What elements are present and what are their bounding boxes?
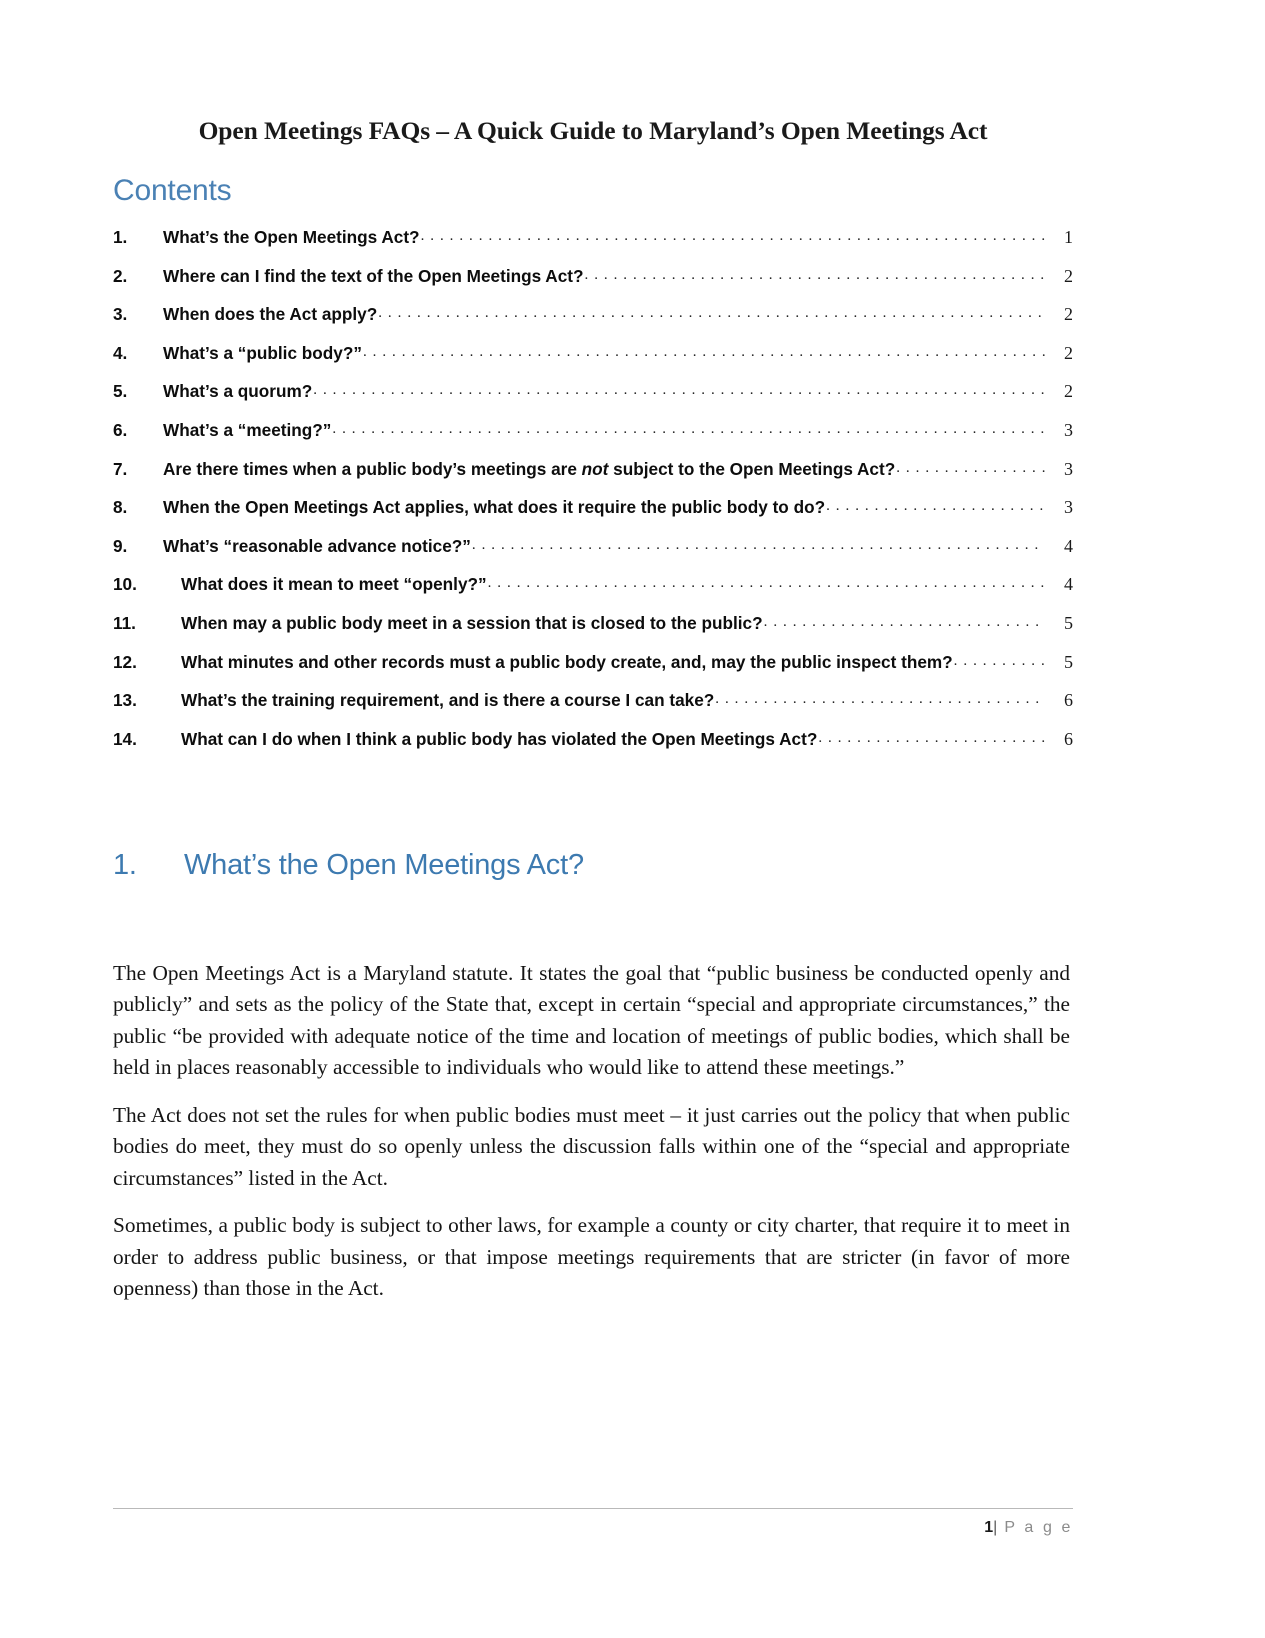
toc-entry[interactable]	[113, 257, 1073, 296]
toc-entry-number: 12.	[113, 651, 137, 672]
toc-entry-page-number: 3	[1064, 497, 1073, 518]
page-content	[113, 0, 1073, 1305]
toc-entry-page-number: 1	[1064, 227, 1073, 248]
toc-entry-number: 4.	[113, 342, 128, 363]
toc-entry-page-number: 2	[1064, 265, 1073, 286]
document-title: Open Meetings FAQs – A Quick Guide to Maryland’s Open Meetings Act	[198, 116, 988, 145]
section-number: 1.	[113, 849, 137, 882]
footer-page-label: P a g e	[1004, 1519, 1073, 1536]
footer-text	[113, 1509, 1073, 1537]
toc-entry-number: 13.	[113, 690, 137, 711]
toc-entry-page-number: 4	[1064, 535, 1073, 556]
toc-entry-page-number: 6	[1064, 690, 1073, 711]
toc-entry-number: 7.	[113, 458, 128, 479]
toc-title-part: Are there times when a public body’s meetings are	[163, 458, 582, 479]
toc-entry-page-number: 2	[1064, 304, 1073, 325]
toc-dot-leader	[826, 487, 1045, 526]
toc-entry[interactable]	[113, 604, 1073, 643]
toc-entry-title: What’s a “meeting?”	[163, 420, 332, 441]
toc-entry-title: When does the Act apply?	[163, 304, 378, 325]
section-title: What’s the Open Meetings Act?	[184, 849, 584, 882]
body-paragraph: Sometimes, a public body is subject to other laws, for example a county or city charter, that require it to meet in order to address public business, or that impose meetings requirements that are stricter (in favor of more openness) than those in the Act.	[113, 1213, 1070, 1301]
toc-entry-title: What minutes and other records must a public body create, and, may the public inspect them?	[181, 651, 953, 672]
toc-entry-title	[163, 450, 895, 489]
toc-entry-title: What’s “reasonable advance notice?”	[163, 535, 471, 556]
toc-entry[interactable]	[113, 372, 1073, 411]
toc-dot-leader	[378, 294, 1045, 333]
toc-entry-title: What can I do when I think a public body has violated the Open Meetings Act?	[181, 728, 818, 749]
toc-entry-title: What does it mean to meet “openly?”	[181, 574, 487, 595]
toc-entry[interactable]	[113, 411, 1073, 450]
toc-entry-number: 2.	[113, 265, 128, 286]
footer-page-number: 1	[984, 1519, 994, 1536]
toc-entry-number: 11.	[113, 612, 136, 633]
toc-dot-leader	[585, 256, 1046, 295]
toc-dot-leader	[896, 449, 1045, 488]
toc-entry[interactable]	[113, 643, 1073, 682]
toc-entry[interactable]	[113, 218, 1073, 257]
toc-entry-title: When may a public body meet in a session that is closed to the public?	[181, 612, 763, 633]
toc-entry-title: What’s a quorum?	[163, 381, 313, 402]
toc-dot-leader	[818, 719, 1045, 758]
toc-entry-page-number: 4	[1064, 574, 1073, 595]
toc-entry-number: 3.	[113, 304, 128, 325]
toc-entry[interactable]	[113, 681, 1073, 720]
toc-entry[interactable]	[113, 488, 1073, 527]
toc-entry-page-number: 5	[1064, 612, 1073, 633]
toc-entry-page-number: 5	[1064, 651, 1073, 672]
footer-separator: |	[993, 1519, 998, 1536]
toc-entry-title: When the Open Meetings Act applies, what does it require the public body to do?	[163, 497, 826, 518]
toc-entry[interactable]	[113, 527, 1073, 566]
toc-entry-number: 14.	[113, 728, 137, 749]
toc-entry-number: 6.	[113, 420, 128, 441]
toc-title-emphasis: not	[581, 458, 609, 479]
toc-entry-title: What’s the training requirement, and is there a course I can take?	[181, 690, 715, 711]
table-of-contents	[113, 206, 1073, 758]
toc-entry-title: Where can I find the text of the Open Meetings Act?	[163, 265, 584, 286]
toc-entry-page-number: 6	[1064, 728, 1073, 749]
body-paragraph: The Act does not set the rules for when public bodies must meet – it just carries out the policy that when public bodies do meet, they must do so openly unless the discussion falls within one of the “special and appropriate circumstances” listed in the Act.	[113, 1102, 1070, 1190]
toc-dot-leader	[764, 603, 1045, 642]
toc-entry[interactable]	[113, 565, 1073, 604]
toc-entry-title: What’s a “public body?”	[163, 342, 362, 363]
toc-dot-leader	[421, 217, 1045, 256]
toc-entry-page-number: 3	[1064, 420, 1073, 441]
toc-dot-leader	[313, 371, 1045, 410]
toc-entry-number: 9.	[113, 535, 128, 556]
toc-dot-leader	[488, 564, 1045, 603]
toc-entry[interactable]	[113, 334, 1073, 373]
toc-entry[interactable]	[113, 720, 1073, 759]
toc-entry-number: 8.	[113, 497, 128, 518]
toc-dot-leader	[363, 333, 1045, 372]
toc-entry-number: 10.	[113, 574, 137, 595]
body-paragraph: The Open Meetings Act is a Maryland statute. It states the goal that “public business be conducted openly and publicly” and sets as the policy of the State that, except in certain “special and appropriate circumstances,” the public “be provided with adequate notice of the time and location of meetings of public bodies, which shall be held in places reasonably accessible to individuals who would like to attend these meetings.”	[113, 960, 1070, 1080]
contents-heading: Contents	[113, 174, 232, 208]
toc-dot-leader	[332, 410, 1045, 449]
toc-entry-title: What’s the Open Meetings Act?	[163, 227, 420, 248]
toc-dot-leader	[715, 680, 1045, 719]
section-heading	[113, 787, 1073, 882]
toc-entry[interactable]	[113, 295, 1073, 334]
toc-title-part: subject to the Open Meetings Act?	[608, 458, 896, 479]
toc-dot-leader	[472, 526, 1045, 565]
toc-entry-number: 1.	[113, 227, 128, 248]
toc-entry-page-number: 2	[1064, 342, 1073, 363]
toc-entry-page-number: 2	[1064, 381, 1073, 402]
page-footer	[113, 1508, 1073, 1537]
toc-entry-number: 5.	[113, 381, 128, 402]
toc-entry-page-number: 3	[1064, 458, 1073, 479]
toc-dot-leader	[954, 642, 1045, 681]
toc-entry[interactable]	[113, 450, 1073, 489]
